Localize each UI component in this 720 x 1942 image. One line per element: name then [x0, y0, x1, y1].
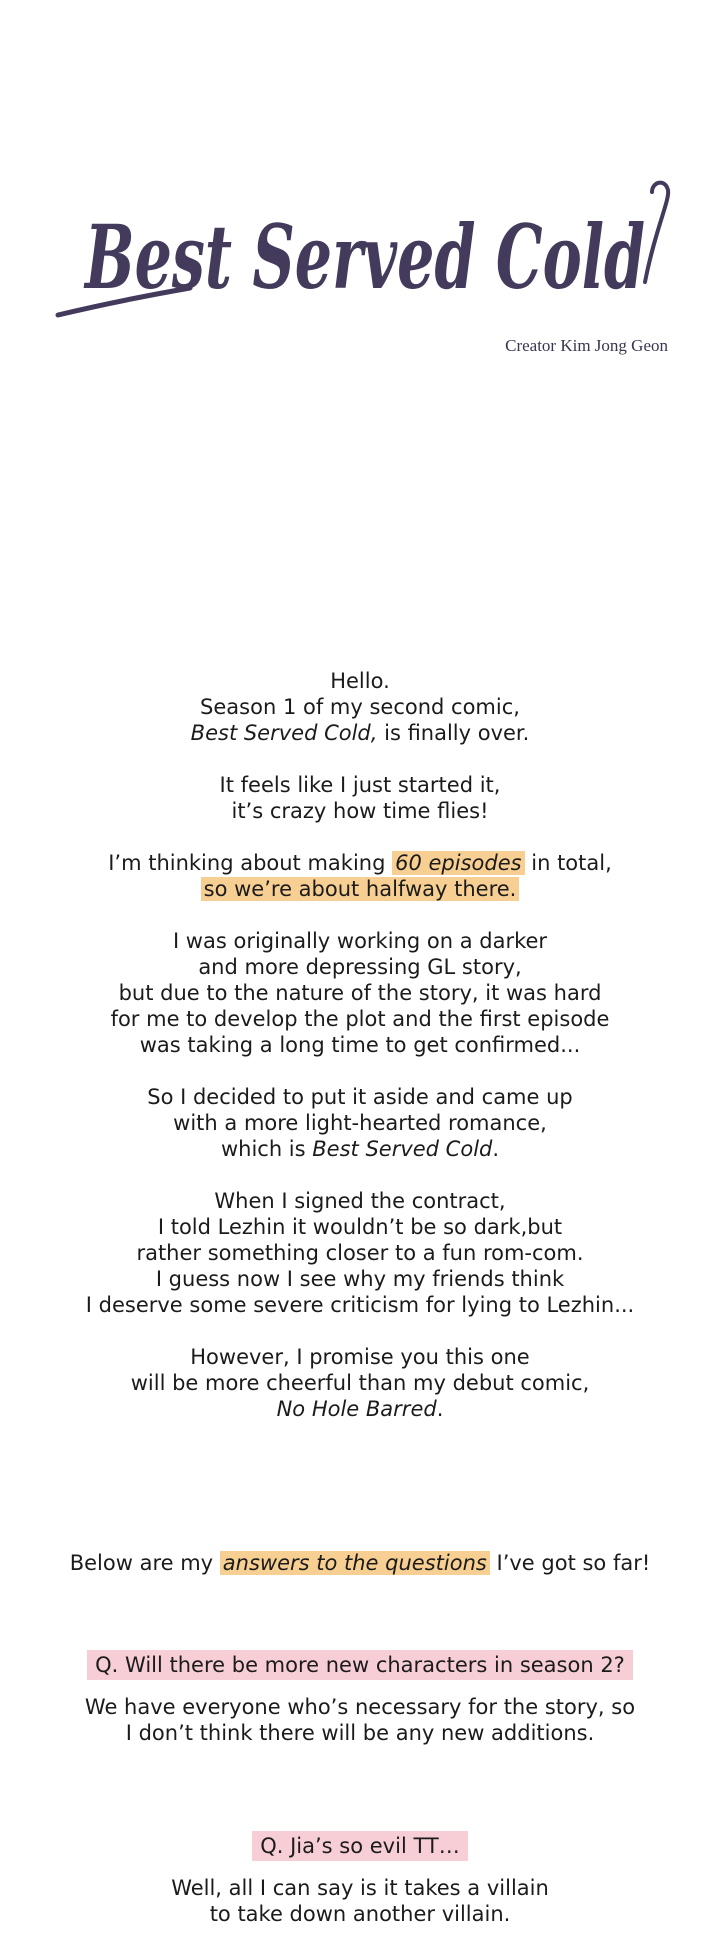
letter-line: with a more light-hearted romance, [173, 1111, 547, 1135]
qa-item [0, 1831, 720, 1927]
letter-text: Below are my [69, 1551, 220, 1575]
letter-line: It feels like I just started it, [219, 773, 501, 797]
letter-text: in total, [524, 851, 612, 875]
letter-text: I’m thinking about making [108, 851, 393, 875]
letter-line: for me to develop the plot and the first episode [110, 1007, 610, 1031]
answer-line: I don’t think there will be any new additions. [125, 1721, 595, 1745]
answer-line: We have everyone who’s necessary for the story, so [84, 1695, 636, 1719]
creator-credit: Creator Kim Jong Geon [505, 336, 668, 355]
author-letter [0, 668, 720, 1422]
letter-line: Hello. [330, 669, 390, 693]
letter-line: I guess now I see why my friends think [155, 1267, 565, 1291]
answer-line: Well, all I can say is it takes a villain [171, 1876, 549, 1900]
letter-line: I told Lezhin it wouldn’t be so dark,but [157, 1215, 563, 1239]
letter-line: was taking a long time to get confirmed... [139, 1033, 581, 1057]
letter-line [0, 850, 720, 876]
letter-line: I was originally working on a darker [172, 929, 548, 953]
letter-line [0, 1396, 720, 1422]
highlight-episodes: 60 episodes [392, 851, 524, 875]
letter-line: I deserve some severe criticism for lying to Lezhin... [85, 1293, 635, 1317]
comic-title-logo [40, 170, 690, 340]
letter-line: However, I promise you this one [190, 1345, 530, 1369]
letter-text: is finally over. [377, 721, 530, 745]
letter-line: So I decided to put it aside and came up [147, 1085, 573, 1109]
letter-line [0, 720, 720, 746]
comic-title-mention: Best Served Cold [312, 1137, 493, 1161]
highlight-answers: answers to the questions [220, 1551, 490, 1575]
question-label: Q. Jia’s so evil TT… [252, 1831, 468, 1861]
qa-item [0, 1650, 720, 1746]
answer-line: to take down another villain. [209, 1902, 511, 1926]
letter-line: rather something closer to a fun rom-com. [136, 1241, 584, 1265]
question-label: Q. Will there be more new characters in season 2? [87, 1650, 633, 1680]
qa-intro [0, 1550, 720, 1576]
comic-title-mention: Best Served Cold, [190, 721, 378, 745]
qa-intro-line [0, 1550, 720, 1576]
title-swash-right [645, 183, 668, 282]
letter-line: When I signed the contract, [214, 1189, 506, 1213]
debut-comic-title: No Hole Barred [276, 1397, 437, 1421]
letter-line: and more depressing GL story, [198, 955, 522, 979]
letter-text: which is [220, 1137, 313, 1161]
letter-text: . [492, 1137, 500, 1161]
letter-text: so we’re about halfway there. [201, 877, 520, 901]
letter-line: but due to the nature of the story, it was hard [118, 981, 602, 1005]
letter-text: . [436, 1397, 444, 1421]
letter-text: I’ve got so far! [489, 1551, 651, 1575]
letter-line: Season 1 of my second comic, [200, 695, 520, 719]
comic-title: Best Served Cold [83, 205, 645, 309]
letter-line [0, 876, 720, 902]
letter-line: it’s crazy how time flies! [231, 799, 489, 823]
letter-line [0, 1136, 720, 1162]
letter-line: will be more cheerful than my debut comic, [130, 1371, 590, 1395]
